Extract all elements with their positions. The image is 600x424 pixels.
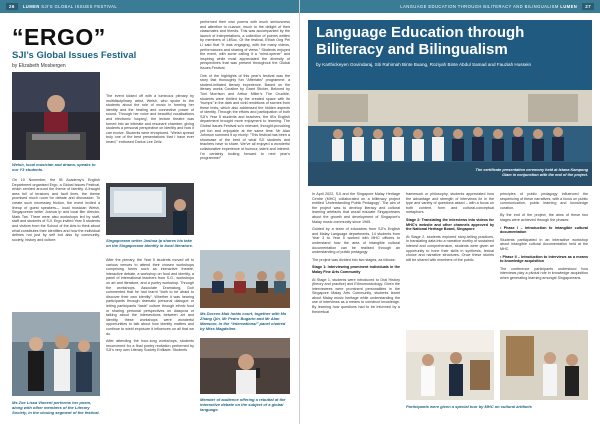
right-col1-para-1: In April 2022, SJI and the Singapore Malay Heritage Centre (MHC) collaborated on a biliteracy project entitled ‘Understanding Public Pedagogy’. The aim of the project was to develop literacy and cultural learning artefacts that would educate Singaporeans about the growth and development of Singapore’s Malay music community since 1965.	[312, 192, 400, 224]
left-column-1	[12, 178, 100, 245]
right-column-2	[406, 192, 494, 265]
right-col3-para-4: Students participated in an interactive workshop about intangible cultural documentation held at the MHC.	[500, 237, 588, 251]
right-col3-para-6: The conference participants understood how interviews play a pivotal role in knowledge acquisition when generating learning amongst Singaporeans.	[500, 266, 588, 280]
photo-panel-discussion	[200, 250, 290, 308]
caption-panel: Ms Doreen Mak holds court, together with Ms Zhang Qin, Mr Pedro Bugarin and Mr Alan Mansoor, in the “International” panel chaired by Miss Magdeline.	[200, 311, 287, 331]
caption-welsh: Welsh, local musician and drama, speaks to our Y3 students.	[12, 162, 96, 172]
left-col3-para-2: One of the highlights of this year’s festival was the story fast thoroughly fun “Afterlabs” programme, a student-initiated literary experience. Based on the literary works Coraline by Grant Sticker, Beloved by Toni Morrison and Arthur Miller’s The Crucible, students were thrilled by the created space with its “bumps” in the dark and vivid renditions of scenes from these texts, which also addressed the hidden aspects of identity. Through the efforts and participation of both SJI’s Year 5 students and teachers, the IB’s English department brought more enjoyment to learning. The Global Issues Festival so’s relevant, thought-provoking yet fun and enjoyable at the same time. Mr Alan Johnson summed it up nicely: “This festival has been a showcase of the best of what SJI students and teachers have to share. We’ve all enjoyed a wonderful collaborative experience of humour, talent and interest. I’m certainly looking forward to next year’s programme!”	[200, 73, 290, 161]
right-article-title: Language Education through Biliteracy and Bilingualism	[316, 24, 525, 58]
right-running-header	[300, 0, 600, 13]
photo-zoe-poem	[12, 312, 100, 396]
photo-audience-rebuttal	[200, 338, 290, 394]
left-column-2b	[106, 258, 194, 356]
right-col3-phase2-heading: • Phase II – Introduction to interviews as a means to knowledge acquisition	[500, 254, 588, 264]
photo-welsh-performing	[12, 72, 100, 160]
caption-audience: Member of audience offering a rebuttal at the interactive debate on the subject of a global language.	[200, 397, 286, 412]
right-col2-para-3: At Stage 2, students explored story-telling practices. In translating data into a narrative worthy of sustained interest and comprehension, students were given an opportunity to hone their skills in synthesis, lexical choice and narrative structures. Once these stories will be shared with members of the public.	[406, 234, 494, 262]
photo-joshua-ip	[106, 183, 194, 235]
right-column-1	[312, 192, 400, 317]
article-subtitle: SJI’s Global Issues Festival	[12, 50, 137, 61]
caption-zoe: Ms Zoe Lissa Vincent performs her poem, along with other members of the Literary Society, in the closing segment of the festival.	[12, 400, 100, 415]
right-page-number: 27	[582, 3, 594, 10]
right-col3-para-2: By the end of the project, the aims of these two stages were achieved through the phases:	[500, 213, 588, 222]
left-col2-para-1: The event kicked off with a luminous plenary by multidisciplinary artist, Welsh, who spoke to the students about the role of music in forming her identity and the healing and connective power of sound. Through her voice and beautiful vocalisations and electronic ‘looping’, the lecture theatre was turned into an intimate and resonant chamber, giving students a personal perspective on identity and how it can evolve. Students were enraptured. “Welsh spread truly one of the best presentations that I have ever heard,” enthused Darius Lee Zeliz.	[106, 94, 194, 144]
photo-mhc-tour-1	[406, 330, 494, 400]
right-col1-stage1-heading: Stage 1: Interviewing prominent individuals in the Malay Fine Arts Community	[312, 265, 400, 274]
left-header-section: SJI'S GLOBAL ISSUES FESTIVAL	[41, 4, 118, 9]
caption-joshua: Singaporean writer Joshua Ip shares his take on the Singaporean identity in local literature.	[106, 238, 193, 248]
ceremony-caption: The certificate presentation ceremony held at Istana Kampong Glam in conjunction with the end of the project.	[475, 168, 588, 177]
left-header-brand: LUMEN	[22, 4, 40, 9]
right-header-brand: LUMEN	[560, 4, 578, 9]
left-column-2	[106, 94, 194, 148]
right-article-authors: by Karthickeyen Govindaraj, Siti Rahimah Binte Buang, Roziyah Binte Abdul Samad and Fauziah Hussein	[316, 62, 532, 67]
left-col2-para-2: After the plenary, the Year 5 students moved off to various venues to attend their chosen workshops comprising forms such as interactive theatre, interactive debate, a workshop on food and identity, a panel of international teachers from S.G., workshops on art and literature, and a poetry workshop. Through the workshops, Associate Dramaturg, Goh commented that he had learnt “both to be afraid to discover their own identity”. Whether it was hearing participants through dramatic personal dialogue or letting participants “taste” culture through ethnic food or sharing personal perspectives on diaspora or talking about the intersections between art and identity, these workshops were wonderful opportunities to talk about how identity matters and continue to wield exposure it influences on all that we do.	[106, 258, 194, 336]
right-col1-para-5: At Stage 1, students were introduced to Oral History (theory and practice) and Ethnomusicology. Given the interviewees were prominent personalities in the Singapore Malay Arts Community, students learnt about Malay music heritage while understanding the use of interviews as a means to construct knowledge. By learning how questions had to be informed by a theoretical	[312, 277, 400, 314]
right-col1-para-3: The project was divided into two stages, as follows:	[312, 257, 396, 262]
right-col1-para-2: Guided by a team of educators from SJI’s English and Malay Language departments, 14 students from Year 3 to Year 5 worked with MHC officers to understand how the area of intangible cultural documentation can be realised through an understanding of public pedagogy.	[312, 227, 400, 255]
right-col3-para-1: principles of public pedagogy influenced the sequencing of these narratives, with a focus on public communication, public learning and knowledge curation.	[500, 192, 588, 210]
right-col2-stage2-heading: Stage 2: Translating the interviews into videos for MHC’s website and other channels approved by the National Heritage Board, Singapore	[406, 217, 494, 232]
left-col3-para-1: performed their own poems with much seriousness and attention to nuance, much to the delight of their classmates and friends. This was accompanied by the launch of Interpretations, a collection of poems written by members of LitSoc. Of the festival, Ethan Ong Pei Li said that “It was engaging, with the many videos, performances and sharing of views.” Students enjoyed the event, with some calling it a “mind-opener” and inspiring while most appreciated the diversity of perspectives that was present throughout the Global Issues Festival.	[200, 20, 290, 70]
right-column-3	[500, 192, 588, 284]
left-col1-para: On 10 November, the IB Academy’s English Department organised Ergo, a Global Issues Festival, which centred around the theme of identity. A fraught area full of tensions and fault lines, the theme promised much room for debate and discussion. To create such necessary friction, the event invited a lineup of guest speakers— local musician Welsh, Singaporean writer Joshua Ip and local film director, Mark Tan. There were also workshops led by staff, staff and students of SJI. Ergo invited Year 5 students and visitors from the School of the Arts to think about what constitutes their identities and how the individual defines not just by self but also by community, society, history and culture.	[12, 178, 100, 242]
right-header-section: LANGUAGE EDUCATION THROUGH BILITERACY AND BILINGUALISM	[400, 4, 559, 9]
right-col3-phase1-heading: • Phase I – Introduction to intangible cultural documentation	[500, 225, 588, 235]
left-column-3	[200, 20, 290, 164]
left-col2-para-3: After attending the hour-long workshops, students reconvened for a final poetry recitation performed by SJI’s very own Literary Society Enfilade. Students	[106, 339, 194, 353]
left-page-number: 26	[6, 3, 18, 10]
left-running-header	[0, 0, 299, 13]
right-page	[300, 0, 600, 424]
photo-mhc-tour-2	[500, 330, 588, 400]
mhc-tour-caption: Participants were given a special tour by MHC on cultural artifacts	[406, 404, 532, 409]
right-col2-para-1: framework or philosophy, students appreciated how the advantage and strength of interviews lie in the type and variety of questions asked – with a focus on both content, form and cultural-conceptual metaphors.	[406, 192, 494, 215]
article-title: “ERGO”	[12, 24, 106, 50]
article-byline: by Elizabeth Mosbergen	[12, 63, 66, 69]
